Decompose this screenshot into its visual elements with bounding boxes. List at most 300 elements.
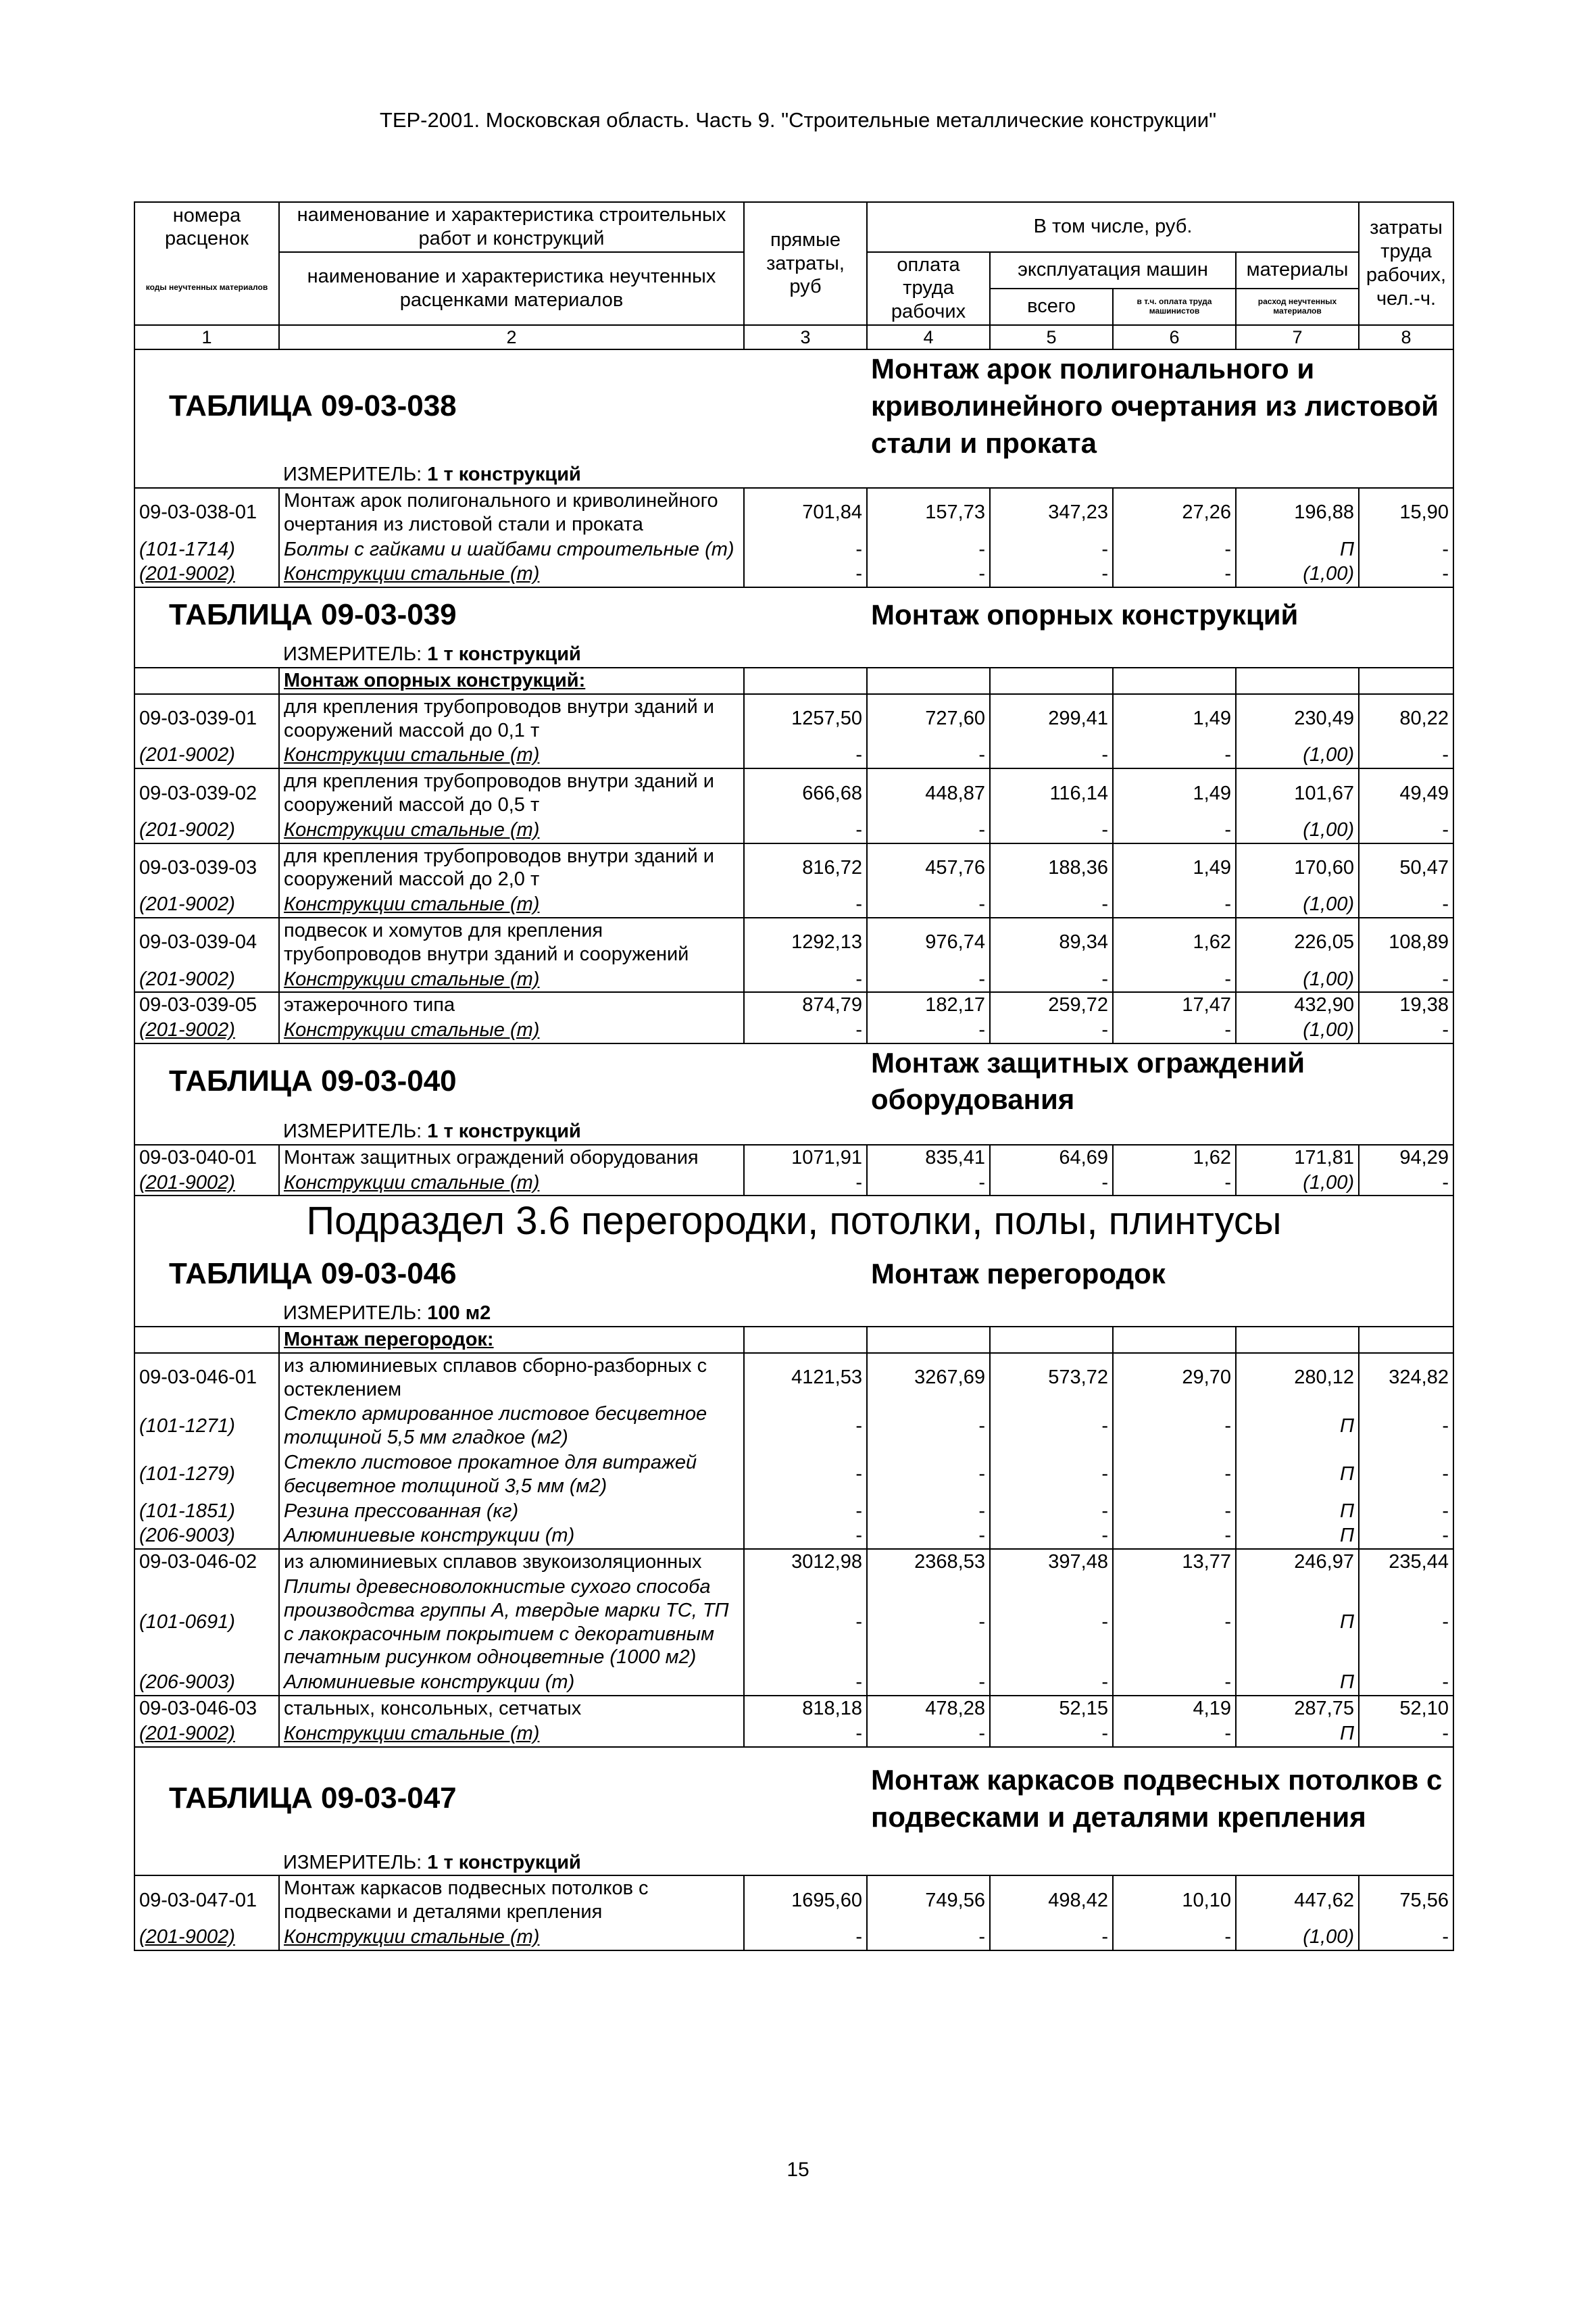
value-cell: П xyxy=(1236,1721,1359,1747)
material-name: Стекло листовое прокатное для витражей бесцветное толщиной 3,5 мм (м2) xyxy=(279,1450,744,1499)
material-row xyxy=(134,1018,1453,1043)
material-name: Конструкции стальные (т) xyxy=(279,1171,744,1196)
value-cell: П xyxy=(1236,1575,1359,1670)
value-cell: 1,62 xyxy=(1113,1145,1236,1171)
material-name: Конструкции стальные (т) xyxy=(279,562,744,587)
value-cell: (1,00) xyxy=(1236,1925,1359,1950)
material-row xyxy=(134,1721,1453,1747)
value-cell: - xyxy=(990,1171,1113,1196)
value-cell: 64,69 xyxy=(990,1145,1113,1171)
material-name: Конструкции стальные (т) xyxy=(279,743,744,768)
value-cell: - xyxy=(744,1450,867,1499)
rate-code: 09-03-038-01 xyxy=(134,488,279,537)
value-cell: 749,56 xyxy=(867,1875,990,1925)
value-cell: - xyxy=(1113,743,1236,768)
value-cell: 727,60 xyxy=(867,694,990,743)
table-id: ТАБЛИЦА 09-03-040 xyxy=(134,1043,867,1119)
value-cell: 101,67 xyxy=(1236,768,1359,818)
value-cell: - xyxy=(744,1721,867,1747)
material-row xyxy=(134,1171,1453,1196)
value-cell: - xyxy=(1359,1402,1453,1450)
value-cell: - xyxy=(744,818,867,843)
rate-row xyxy=(134,1696,1453,1721)
meter-label xyxy=(279,462,1453,488)
value-cell: 2368,53 xyxy=(867,1549,990,1575)
value-cell: - xyxy=(990,1402,1113,1450)
value-cell: - xyxy=(1113,537,1236,562)
value-cell: - xyxy=(867,967,990,993)
value-cell: 976,74 xyxy=(867,918,990,967)
value-cell: - xyxy=(990,1450,1113,1499)
material-code: (201-9002) xyxy=(134,1925,279,1950)
meter-prefix: ИЗМЕРИТЕЛЬ: xyxy=(283,464,428,486)
value-cell: - xyxy=(1359,818,1453,843)
rate-name: стальных, консольных, сетчатых xyxy=(279,1696,744,1721)
material-code: (201-9002) xyxy=(134,892,279,918)
value-cell: 75,56 xyxy=(1359,1875,1453,1925)
meter-text xyxy=(283,464,581,485)
value-cell: - xyxy=(744,967,867,993)
value-cell: - xyxy=(867,892,990,918)
rate-row xyxy=(134,1549,1453,1575)
meter-text xyxy=(283,643,581,665)
value-cell: - xyxy=(1113,1499,1236,1524)
value-cell: - xyxy=(1113,1450,1236,1499)
rate-row xyxy=(134,1353,1453,1402)
meter-prefix: ИЗМЕРИТЕЛЬ: xyxy=(283,1851,428,1873)
value-cell: - xyxy=(867,1575,990,1670)
material-row xyxy=(134,1670,1453,1696)
value-cell: 259,72 xyxy=(990,992,1113,1018)
page-number: 15 xyxy=(787,2159,809,2181)
column-index: 1 xyxy=(134,325,279,349)
value-cell: 457,76 xyxy=(867,843,990,893)
value-cell: 52,15 xyxy=(990,1696,1113,1721)
value-cell: П xyxy=(1236,1523,1359,1549)
value-cell: - xyxy=(867,537,990,562)
value-cell: (1,00) xyxy=(1236,1018,1359,1043)
material-row xyxy=(134,1499,1453,1524)
group-title-row xyxy=(134,668,1453,694)
value-cell: - xyxy=(990,1523,1113,1549)
value-cell: 27,26 xyxy=(1113,488,1236,537)
value-cell: (1,00) xyxy=(1236,743,1359,768)
value-cell: - xyxy=(867,1523,990,1549)
group-title: Монтаж перегородок: xyxy=(279,1327,744,1353)
value-cell: П xyxy=(1236,1499,1359,1524)
material-code: (201-9002) xyxy=(134,818,279,843)
table-id: ТАБЛИЦА 09-03-039 xyxy=(134,587,867,642)
material-row xyxy=(134,743,1453,768)
value-cell: - xyxy=(1113,1523,1236,1549)
value-cell: П xyxy=(1236,537,1359,562)
value-cell: 1,62 xyxy=(1113,918,1236,967)
value-cell: 347,23 xyxy=(990,488,1113,537)
value-cell: 246,97 xyxy=(1236,1549,1359,1575)
value-cell: (1,00) xyxy=(1236,1171,1359,1196)
value-cell: 498,42 xyxy=(990,1875,1113,1925)
value-cell: - xyxy=(744,1575,867,1670)
rate-row xyxy=(134,694,1453,743)
table-title: Монтаж защитных ограждений оборудования xyxy=(867,1043,1453,1119)
material-row xyxy=(134,562,1453,587)
value-cell: - xyxy=(867,1499,990,1524)
material-name: Конструкции стальные (т) xyxy=(279,967,744,993)
value-cell: 874,79 xyxy=(744,992,867,1018)
material-row xyxy=(134,1925,1453,1950)
meter-prefix: ИЗМЕРИТЕЛЬ: xyxy=(283,1121,428,1143)
value-cell: 4,19 xyxy=(1113,1696,1236,1721)
header-code-top: номера расценок xyxy=(134,202,279,252)
value-cell: 108,89 xyxy=(1359,918,1453,967)
value-cell: (1,00) xyxy=(1236,818,1359,843)
value-cell: 1695,60 xyxy=(744,1875,867,1925)
value-cell: 196,88 xyxy=(1236,488,1359,537)
value-cell: - xyxy=(867,562,990,587)
header-machines-total: всего xyxy=(990,289,1113,325)
rate-code: 09-03-039-03 xyxy=(134,843,279,893)
material-row xyxy=(134,1402,1453,1450)
value-cell: 157,73 xyxy=(867,488,990,537)
header-labor-costs: затраты труда рабочих, чел.-ч. xyxy=(1359,202,1453,325)
value-cell: 170,60 xyxy=(1236,843,1359,893)
rate-code: 09-03-040-01 xyxy=(134,1145,279,1171)
meter-label xyxy=(279,1850,1453,1876)
header-direct-costs: прямые затраты, руб xyxy=(744,202,867,325)
value-cell: - xyxy=(1113,1018,1236,1043)
value-cell: (1,00) xyxy=(1236,967,1359,993)
rate-code: 09-03-046-02 xyxy=(134,1549,279,1575)
meter-label xyxy=(279,1119,1453,1145)
material-code: (101-1271) xyxy=(134,1402,279,1450)
value-cell: 3012,98 xyxy=(744,1549,867,1575)
rate-name: Монтаж защитных ограждений оборудования xyxy=(279,1145,744,1171)
document-title: ТЕР-2001. Московская область. Часть 9. "Строительные металлические конструкции" xyxy=(379,108,1217,132)
table-title-row xyxy=(134,1747,1453,1850)
value-cell: - xyxy=(744,562,867,587)
value-cell: 29,70 xyxy=(1113,1353,1236,1402)
value-cell: - xyxy=(744,1523,867,1549)
value-cell: - xyxy=(1359,1499,1453,1524)
material-row xyxy=(134,1523,1453,1549)
value-cell: П xyxy=(1236,1402,1359,1450)
meter-label xyxy=(279,642,1453,668)
value-cell: 432,90 xyxy=(1236,992,1359,1018)
meter-unit: 100 м2 xyxy=(427,1302,491,1325)
value-cell: - xyxy=(990,743,1113,768)
material-row xyxy=(134,967,1453,993)
value-cell: - xyxy=(990,1925,1113,1950)
header-name-top: наименование и характеристика строительных работ и конструкций xyxy=(279,202,744,252)
value-cell: (1,00) xyxy=(1236,562,1359,587)
table-header xyxy=(134,202,1453,349)
material-code: (101-1851) xyxy=(134,1499,279,1524)
rate-name: из алюминиевых сплавов сборно-разборных с остеклением xyxy=(279,1353,744,1402)
rate-row xyxy=(134,768,1453,818)
table-title-row xyxy=(134,1043,1453,1119)
value-cell: 230,49 xyxy=(1236,694,1359,743)
header-name-sub: наименование и характеристика неучтенных расценками материалов xyxy=(279,252,744,325)
rate-name: Монтаж арок полигонального и криволинейного очертания из листовой стали и проката xyxy=(279,488,744,537)
value-cell: - xyxy=(990,1575,1113,1670)
rate-code: 09-03-039-04 xyxy=(134,918,279,967)
value-cell: - xyxy=(1113,818,1236,843)
table-title: Монтаж арок полигонального и криволинейного очертания из листовой стали и проката xyxy=(867,349,1453,462)
value-cell: 94,29 xyxy=(1359,1145,1453,1171)
value-cell: - xyxy=(1359,1575,1453,1670)
header-code-sub: коды неучтенных материалов xyxy=(145,282,268,293)
value-cell: 1,49 xyxy=(1113,768,1236,818)
rate-row xyxy=(134,918,1453,967)
value-cell: - xyxy=(867,1018,990,1043)
column-index: 6 xyxy=(1113,325,1236,349)
column-index: 8 xyxy=(1359,325,1453,349)
value-cell: - xyxy=(1359,892,1453,918)
value-cell: - xyxy=(1359,1925,1453,1950)
value-cell: - xyxy=(867,1670,990,1696)
column-index: 5 xyxy=(990,325,1113,349)
value-cell: 116,14 xyxy=(990,768,1113,818)
material-name: Конструкции стальные (т) xyxy=(279,818,744,843)
value-cell: 52,10 xyxy=(1359,1696,1453,1721)
material-name: Резина прессованная (кг) xyxy=(279,1499,744,1524)
table-title: Монтаж каркасов подвесных потолков с подвесками и деталями крепления xyxy=(867,1747,1453,1850)
meter-unit: 1 т конструкций xyxy=(427,643,581,666)
subsection-title: Подраздел 3.6 перегородки, потолки, полы, плинтусы xyxy=(134,1196,1453,1247)
meter-prefix: ИЗМЕРИТЕЛЬ: xyxy=(283,643,428,666)
material-name: Конструкции стальные (т) xyxy=(279,892,744,918)
meter-unit: 1 т конструкций xyxy=(427,1121,581,1143)
value-cell: 15,90 xyxy=(1359,488,1453,537)
value-cell: 171,81 xyxy=(1236,1145,1359,1171)
table-id: ТАБЛИЦА 09-03-038 xyxy=(134,349,867,462)
value-cell: 287,75 xyxy=(1236,1696,1359,1721)
value-cell: 13,77 xyxy=(1113,1549,1236,1575)
material-name: Конструкции стальные (т) xyxy=(279,1925,744,1950)
value-cell: 80,22 xyxy=(1359,694,1453,743)
value-cell: 1257,50 xyxy=(744,694,867,743)
value-cell: - xyxy=(1359,1450,1453,1499)
header-materials-group: материалы xyxy=(1236,252,1359,289)
meter-row xyxy=(134,1119,1453,1145)
material-code: (201-9002) xyxy=(134,562,279,587)
table-body xyxy=(134,349,1453,1950)
header-index-row xyxy=(134,325,1453,349)
value-cell: - xyxy=(1359,743,1453,768)
value-cell: - xyxy=(990,818,1113,843)
rate-name: для крепления трубопроводов внутри зданий и сооружений массой до 0,5 т xyxy=(279,768,744,818)
meter-unit: 1 т конструкций xyxy=(427,464,581,486)
column-index: 7 xyxy=(1236,325,1359,349)
value-cell: П xyxy=(1236,1450,1359,1499)
rate-name: этажерочного типа xyxy=(279,992,744,1018)
material-code: (101-0691) xyxy=(134,1575,279,1670)
meter-unit: 1 т конструкций xyxy=(427,1851,581,1873)
value-cell: - xyxy=(990,892,1113,918)
value-cell: - xyxy=(867,1925,990,1950)
value-cell: 280,12 xyxy=(1236,1353,1359,1402)
value-cell: 1071,91 xyxy=(744,1145,867,1171)
value-cell: 573,72 xyxy=(990,1353,1113,1402)
value-cell: 701,84 xyxy=(744,488,867,537)
value-cell: - xyxy=(990,1721,1113,1747)
value-cell: 324,82 xyxy=(1359,1353,1453,1402)
material-code: (101-1714) xyxy=(134,537,279,562)
column-index: 4 xyxy=(867,325,990,349)
value-cell: - xyxy=(1359,1523,1453,1549)
value-cell: 397,48 xyxy=(990,1549,1113,1575)
value-cell: 50,47 xyxy=(1359,843,1453,893)
value-cell: - xyxy=(867,1171,990,1196)
material-code: (201-9002) xyxy=(134,1171,279,1196)
material-code: (201-9002) xyxy=(134,743,279,768)
value-cell: - xyxy=(744,537,867,562)
value-cell: - xyxy=(744,743,867,768)
value-cell: 1,49 xyxy=(1113,843,1236,893)
meter-label xyxy=(279,1301,1453,1327)
rate-name: для крепления трубопроводов внутри зданий и сооружений массой до 2,0 т xyxy=(279,843,744,893)
value-cell: - xyxy=(1113,892,1236,918)
rate-row xyxy=(134,1145,1453,1171)
value-cell: - xyxy=(867,1402,990,1450)
value-cell: - xyxy=(744,1670,867,1696)
value-cell: - xyxy=(744,1499,867,1524)
value-cell: 447,62 xyxy=(1236,1875,1359,1925)
value-cell: - xyxy=(1113,1670,1236,1696)
material-code: (201-9002) xyxy=(134,967,279,993)
value-cell: - xyxy=(1113,562,1236,587)
material-row xyxy=(134,818,1453,843)
material-row xyxy=(134,537,1453,562)
value-cell: - xyxy=(1359,967,1453,993)
value-cell: 299,41 xyxy=(990,694,1113,743)
rate-code: 09-03-046-01 xyxy=(134,1353,279,1402)
value-cell: 3267,69 xyxy=(867,1353,990,1402)
table-title-row xyxy=(134,1247,1453,1301)
meter-text xyxy=(283,1852,581,1873)
value-cell: 666,68 xyxy=(744,768,867,818)
material-name: Стекло армированное листовое бесцветное толщиной 5,5 мм гладкое (м2) xyxy=(279,1402,744,1450)
value-cell: - xyxy=(744,892,867,918)
value-cell: 182,17 xyxy=(867,992,990,1018)
rate-row xyxy=(134,488,1453,537)
material-code: (206-9003) xyxy=(134,1670,279,1696)
value-cell: 235,44 xyxy=(1359,1549,1453,1575)
rate-name: подвесок и хомутов для крепления трубопроводов внутри зданий и сооружений xyxy=(279,918,744,967)
header-incl-group: В том числе, руб. xyxy=(867,202,1359,252)
value-cell: - xyxy=(744,1018,867,1043)
value-cell: - xyxy=(1359,1721,1453,1747)
value-cell: (1,00) xyxy=(1236,892,1359,918)
rate-code: 09-03-046-03 xyxy=(134,1696,279,1721)
value-cell: 1,49 xyxy=(1113,694,1236,743)
value-cell: - xyxy=(744,1402,867,1450)
column-index: 3 xyxy=(744,325,867,349)
value-cell: - xyxy=(990,537,1113,562)
meter-row xyxy=(134,1850,1453,1876)
value-cell: П xyxy=(1236,1670,1359,1696)
value-cell: 816,72 xyxy=(744,843,867,893)
material-name: Болты с гайками и шайбами строительные (т) xyxy=(279,537,744,562)
material-code: (101-1279) xyxy=(134,1450,279,1499)
value-cell: - xyxy=(1113,967,1236,993)
table-title: Монтаж опорных конструкций xyxy=(867,587,1453,642)
material-row xyxy=(134,892,1453,918)
meter-text xyxy=(283,1302,491,1324)
group-title-row xyxy=(134,1327,1453,1353)
value-cell: 89,34 xyxy=(990,918,1113,967)
value-cell: 10,10 xyxy=(1113,1875,1236,1925)
value-cell: - xyxy=(1113,1575,1236,1670)
value-cell: - xyxy=(1359,1670,1453,1696)
table-title-row xyxy=(134,587,1453,642)
material-name: Конструкции стальные (т) xyxy=(279,1721,744,1747)
table-id: ТАБЛИЦА 09-03-046 xyxy=(134,1247,867,1301)
value-cell: 19,38 xyxy=(1359,992,1453,1018)
material-code: (201-9002) xyxy=(134,1018,279,1043)
meter-row xyxy=(134,1301,1453,1327)
rate-name: Монтаж каркасов подвесных потолков с подвесками и деталями крепления xyxy=(279,1875,744,1925)
rate-name: из алюминиевых сплавов звукоизоляционных xyxy=(279,1549,744,1575)
value-cell: 1292,13 xyxy=(744,918,867,967)
header-materials-unaccounted: расход неучтенных материалов xyxy=(1257,297,1337,316)
group-title: Монтаж опорных конструкций: xyxy=(279,668,744,694)
value-cell: 49,49 xyxy=(1359,768,1453,818)
meter-row xyxy=(134,462,1453,488)
rate-code: 09-03-039-05 xyxy=(134,992,279,1018)
header-labor-pay: оплата труда рабочих xyxy=(867,252,990,325)
table-title-row xyxy=(134,349,1453,462)
rate-row xyxy=(134,992,1453,1018)
rates-table xyxy=(134,201,1454,1951)
value-cell: - xyxy=(1113,1925,1236,1950)
rate-row xyxy=(134,843,1453,893)
header-machines-group: эксплуатация машин xyxy=(990,252,1236,289)
material-code: (201-9002) xyxy=(134,1721,279,1747)
value-cell: - xyxy=(867,1450,990,1499)
value-cell: - xyxy=(744,1925,867,1950)
subsection-row xyxy=(134,1196,1453,1247)
value-cell: - xyxy=(990,562,1113,587)
value-cell: - xyxy=(1359,562,1453,587)
value-cell: - xyxy=(744,1171,867,1196)
value-cell: - xyxy=(867,818,990,843)
value-cell: - xyxy=(1113,1721,1236,1747)
material-name: Алюминиевые конструкции (т) xyxy=(279,1670,744,1696)
meter-row xyxy=(134,642,1453,668)
rate-code: 09-03-039-02 xyxy=(134,768,279,818)
header-machines-operators: в т.ч. оплата труда машинистов xyxy=(1137,297,1212,316)
value-cell: - xyxy=(990,1670,1113,1696)
value-cell: - xyxy=(1359,1171,1453,1196)
material-row xyxy=(134,1450,1453,1499)
material-name: Плиты древесноволокнистые сухого способа производства группы А, твердые марки ТС, ТП с лакокрасочным покрытием с декоративным печатным рисунком одноцветные (1000 м2) xyxy=(279,1575,744,1670)
value-cell: - xyxy=(867,1721,990,1747)
material-name: Алюминиевые конструкции (т) xyxy=(279,1523,744,1549)
value-cell: 17,47 xyxy=(1113,992,1236,1018)
value-cell: 4121,53 xyxy=(744,1353,867,1402)
meter-text xyxy=(283,1121,581,1142)
value-cell: 188,36 xyxy=(990,843,1113,893)
value-cell: 835,41 xyxy=(867,1145,990,1171)
rate-row xyxy=(134,1875,1453,1925)
rate-name: для крепления трубопроводов внутри зданий и сооружений массой до 0,1 т xyxy=(279,694,744,743)
value-cell: - xyxy=(1113,1171,1236,1196)
material-name: Конструкции стальные (т) xyxy=(279,1018,744,1043)
value-cell: - xyxy=(990,1018,1113,1043)
material-row xyxy=(134,1575,1453,1670)
value-cell: - xyxy=(867,743,990,768)
